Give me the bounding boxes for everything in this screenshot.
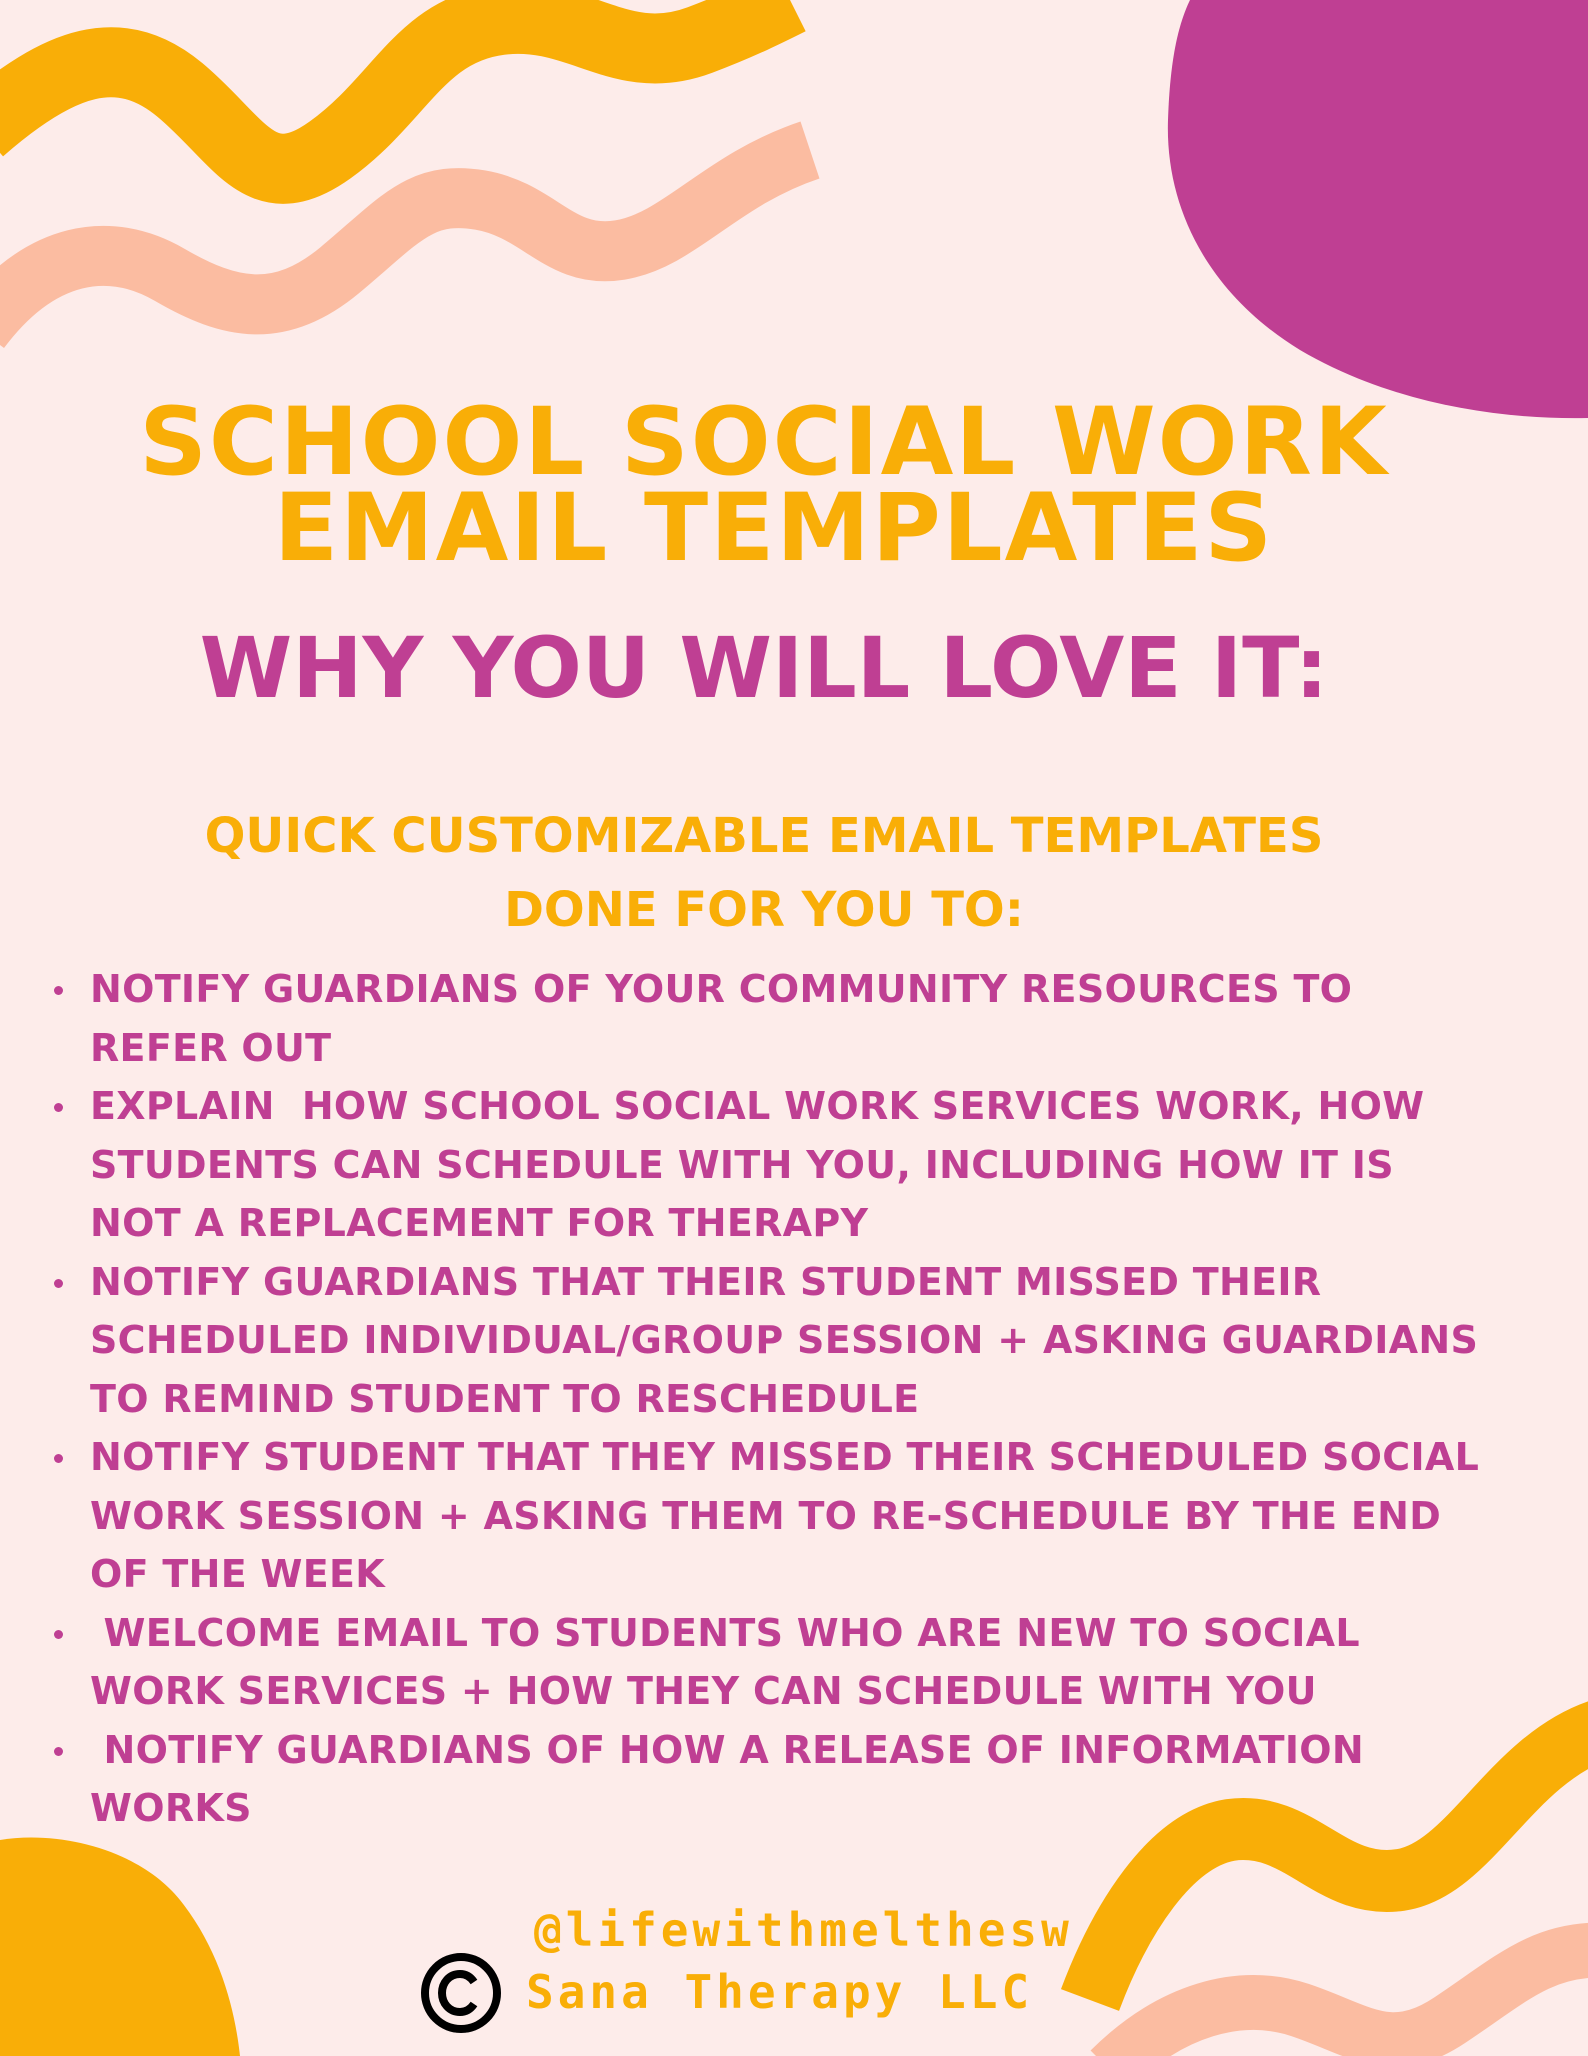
list-item bbox=[48, 1604, 1548, 1721]
title-line-2: EMAIL TEMPLATES bbox=[273, 474, 1275, 583]
bullet-dot-icon bbox=[54, 1747, 63, 1756]
list-item-line: WELCOME EMAIL TO STUDENTS WHO ARE NEW TO SOCIAL bbox=[90, 1610, 1360, 1655]
intro-line-1: QUICK CUSTOMIZABLE EMAIL TEMPLATES bbox=[204, 808, 1324, 864]
peach-wave-bottom-shape bbox=[1110, 1950, 1588, 2056]
list-item-line: REFER OUT bbox=[90, 1025, 332, 1070]
list-item-line: STUDENTS CAN SCHEDULE WITH YOU, INCLUDING HOW IT IS bbox=[90, 1142, 1394, 1187]
list-item bbox=[48, 1077, 1548, 1253]
list-item bbox=[48, 960, 1548, 1077]
list-item-line: EXPLAIN HOW SCHOOL SOCIAL WORK SERVICES WORK, HOW bbox=[90, 1084, 1425, 1128]
list-item-line: WORKS bbox=[90, 1786, 252, 1830]
peach-wave-shape bbox=[0, 150, 810, 330]
benefits-list bbox=[48, 960, 1548, 1838]
social-handle: @lifewithmelthesw bbox=[534, 1903, 1073, 1957]
list-item-line: TO REMIND STUDENT TO RESCHEDULE bbox=[90, 1376, 920, 1421]
list-item bbox=[48, 1253, 1548, 1429]
list-item-line: WORK SERVICES + HOW THEY CAN SCHEDULE WITH YOU bbox=[90, 1669, 1317, 1713]
bullet-dot-icon bbox=[54, 986, 63, 995]
list-item-line: NOTIFY STUDENT THAT THEY MISSED THEIR SCHEDULED SOCIAL bbox=[90, 1435, 1480, 1479]
list-item-line: NOT A REPLACEMENT FOR THERAPY bbox=[90, 1201, 869, 1245]
title-line-1: SCHOOL SOCIAL WORK bbox=[139, 388, 1389, 497]
yellow-blob-shape bbox=[0, 1838, 240, 2056]
magenta-blob-shape bbox=[1168, 0, 1588, 418]
copyright-icon bbox=[420, 1952, 502, 2034]
company-name: Sana Therapy LLC bbox=[526, 1965, 1034, 2019]
list-item-line: NOTIFY GUARDIANS OF YOUR COMMUNITY RESOURCES TO bbox=[90, 967, 1353, 1011]
list-item bbox=[48, 1721, 1548, 1838]
list-item-line: OF THE WEEK bbox=[90, 1552, 385, 1596]
bullet-dot-icon bbox=[54, 1103, 63, 1112]
intro-line-2: DONE FOR YOU TO: bbox=[504, 882, 1024, 938]
list-item-line: NOTIFY GUARDIANS OF HOW A RELEASE OF INFORMATION bbox=[90, 1727, 1364, 1772]
subtitle: WHY YOU WILL LOVE IT: bbox=[199, 619, 1329, 717]
bullet-dot-icon bbox=[54, 1630, 63, 1639]
yellow-wave-shape bbox=[0, 0, 790, 169]
bullet-dot-icon bbox=[54, 1454, 63, 1463]
list-item-line: WORK SESSION + ASKING THEM TO RE-SCHEDULE BY THE END bbox=[90, 1493, 1442, 1538]
list-item-line: NOTIFY GUARDIANS THAT THEIR STUDENT MISSED THEIR bbox=[90, 1259, 1322, 1304]
list-item-line: SCHEDULED INDIVIDUAL/GROUP SESSION + ASKING GUARDIANS bbox=[90, 1318, 1479, 1362]
list-item bbox=[48, 1428, 1548, 1604]
bullet-dot-icon bbox=[54, 1279, 63, 1288]
